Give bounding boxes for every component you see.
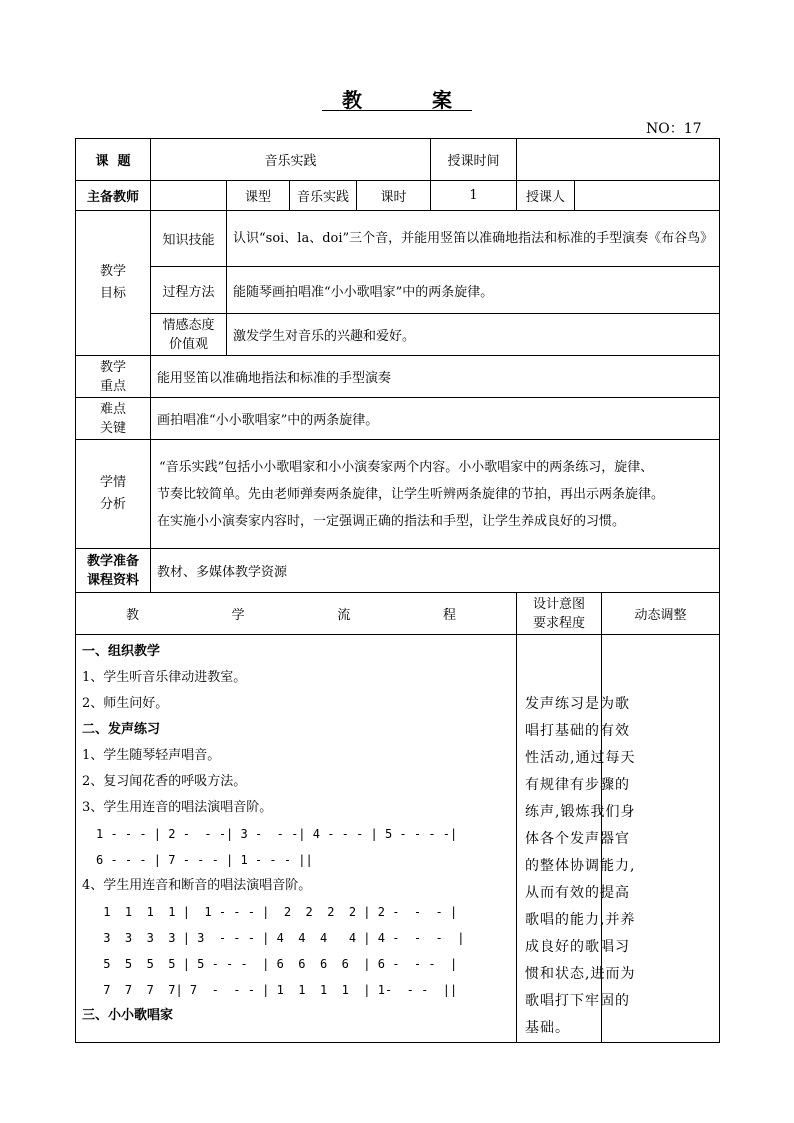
flow-section-heading: 三、小小歌唱家 [82,1008,174,1023]
design-intent-line: 基础。 [525,1020,571,1036]
lecturer-label: 授课人 [517,181,575,211]
course-label: 课 题 [76,139,151,181]
flow-header-title [76,593,517,635]
flow-score-line: 1 1 1 1 | 1 - - - | 2 2 2 2 | 2 - - - | [96,905,458,919]
course-value: 音乐实践 [151,139,431,181]
analysis-label-line2: 分析 [99,497,126,512]
document-number: NO：17 [646,121,702,137]
teacher-value [151,181,227,211]
prep-label-line2: 课程资料 [86,572,139,588]
flow-step-line: 3、学生用连音的唱法演唱音阶。 [82,800,273,815]
flow-score-line: 6 - - - | 7 - - - | 1 - - - || [96,853,313,867]
analysis-line-1: “音乐实践”包括小小歌唱家和小小演奏家两个内容。小小歌唱家中的两条练习，旋律、 [159,459,654,475]
title-underline [322,110,472,111]
emotion-label-line1: 情感态度 [162,317,215,333]
design-intent-line: 惯和状态,进而为 [525,966,636,982]
goals-label-line2: 目标 [99,286,126,301]
flow-section-heading: 二、发声练习 [82,722,161,737]
analysis-text [151,440,720,549]
design-header-line2: 要求程度 [533,615,586,631]
difficulty-text: 画拍唱准“小小歌唱家”中的两条旋律。 [151,398,720,440]
row-flow-header [76,593,720,635]
design-intent-line: 从而有效的提高 [525,885,631,901]
row-course [76,139,720,181]
design-intent-line: 发声练习是为歌 [525,696,631,712]
flow-step-line: 1、学生听音乐律动进教室。 [82,670,247,685]
design-intent-line: 唱打基础的有效 [525,723,631,739]
flow-step-line: 2、复习闻花香的呼吸方法。 [82,774,247,789]
design-intent-line: 歌唱打下牢固的 [525,993,631,1009]
process-text: 能随琴画拍唱准“小小歌唱家”中的两条旋律。 [227,267,720,314]
document-title [0,84,794,113]
lecturer-value [575,181,720,211]
row-prep [76,549,720,593]
focus-text: 能用竖笛以准确地指法和标准的手型演奏 [151,356,720,398]
row-goal-knowledge [76,211,720,267]
prep-label-line1: 教学准备 [86,553,139,569]
design-intent-line: 性活动,通过每天 [525,750,636,766]
difficulty-label-line1: 难点 [99,401,126,417]
knowledge-text [227,211,720,267]
design-header-line1: 设计意图 [533,596,586,612]
focus-label [76,356,151,398]
flow-header-char-2: 学 [231,608,245,623]
design-intent-line: 的整体协调能力, [525,858,636,874]
difficulty-label-line2: 关键 [99,420,126,436]
flow-step-line: 1、学生随琴轻声唱音。 [82,748,221,763]
emotion-label-line2: 价值观 [168,336,208,352]
goals-label-line1: 教学 [99,264,126,279]
flow-header-char-1: 教 [126,608,140,623]
dynamic-adjust-header: 动态调整 [602,593,720,635]
row-teacher [76,181,720,211]
focus-label-line2: 重点 [99,378,126,394]
analysis-line-3: 在实施小小演奏家内容时，一定强调正确的指法和手型，让学生养成良好的习惯。 [157,513,626,529]
design-intent-line: 练声,锻炼我们身 [525,804,636,820]
design-intent-line: 成良好的歌唱习 [525,939,631,955]
analysis-label [76,440,151,549]
emotion-text: 激发学生对音乐的兴趣和爱好。 [227,314,720,356]
knowledge-label: 知识技能 [151,211,227,267]
flow-step-line: 2、师生问好。 [82,696,169,711]
difficulty-label [76,398,151,440]
type-label: 课型 [227,181,290,211]
flow-header-char-4: 程 [442,608,456,623]
lesson-time-label: 授课时间 [431,139,517,181]
row-focus [76,356,720,398]
flow-step-line: 4、学生用连音和断音的唱法演唱音阶。 [82,878,312,893]
row-flow-body [76,635,720,1043]
row-goal-process [76,267,720,314]
flow-content [76,635,517,1043]
prep-text: 教材、多媒体教学资源 [151,549,720,593]
flow-header-char-3: 流 [337,608,351,623]
process-label: 过程方法 [151,267,227,314]
prep-label [76,549,151,593]
knowledge-text-content: 认识“soi、la、doi”三个音，并能用竖笛以准确地指法和标准的手型演奏《布谷鸟》 [233,230,714,246]
design-intent-content [517,635,636,1043]
flow-score-line: 7 7 7 7| 7 - - - | 1 1 1 1 | 1- - - || [96,983,458,997]
hours-value: 1 [431,181,517,211]
design-intent-line: 歌唱的能力,并养 [525,912,636,928]
flow-score-line: 3 3 3 3 | 3 - - - | 4 4 4 4 | 4 - - - | [96,931,465,945]
row-difficulty [76,398,720,440]
emotion-label [151,314,227,356]
design-intent-header [517,593,602,635]
flow-score-line: 1 - - - | 2 - - -| 3 - - -| 4 - - - | 5 - - - -| [96,827,458,841]
focus-label-line1: 教学 [99,359,126,375]
title-char-left: 教 [342,88,362,112]
flow-section-heading: 一、组织教学 [82,644,161,659]
row-analysis [76,440,720,549]
title-char-right: 案 [432,88,452,112]
analysis-line-2: 节奏比较简单。先由老师弹奏两条旋律，让学生听辨两条旋律的节拍，再出示两条旋律。 [157,486,665,502]
design-intent-line: 有规律有步骤的 [525,777,631,793]
type-value: 音乐实践 [290,181,357,211]
goals-label [76,211,151,356]
flow-score-line: 5 5 5 5 | 5 - - - | 6 6 6 6 | 6 - - - | [96,957,458,971]
lesson-plan-table [75,138,720,1043]
hours-label: 课时 [357,181,431,211]
teacher-label: 主备教师 [76,181,151,211]
row-goal-emotion [76,314,720,356]
design-intent-line: 体各个发声器官 [525,831,631,847]
lesson-time-value [517,139,720,181]
analysis-label-line1: 学情 [99,475,126,490]
